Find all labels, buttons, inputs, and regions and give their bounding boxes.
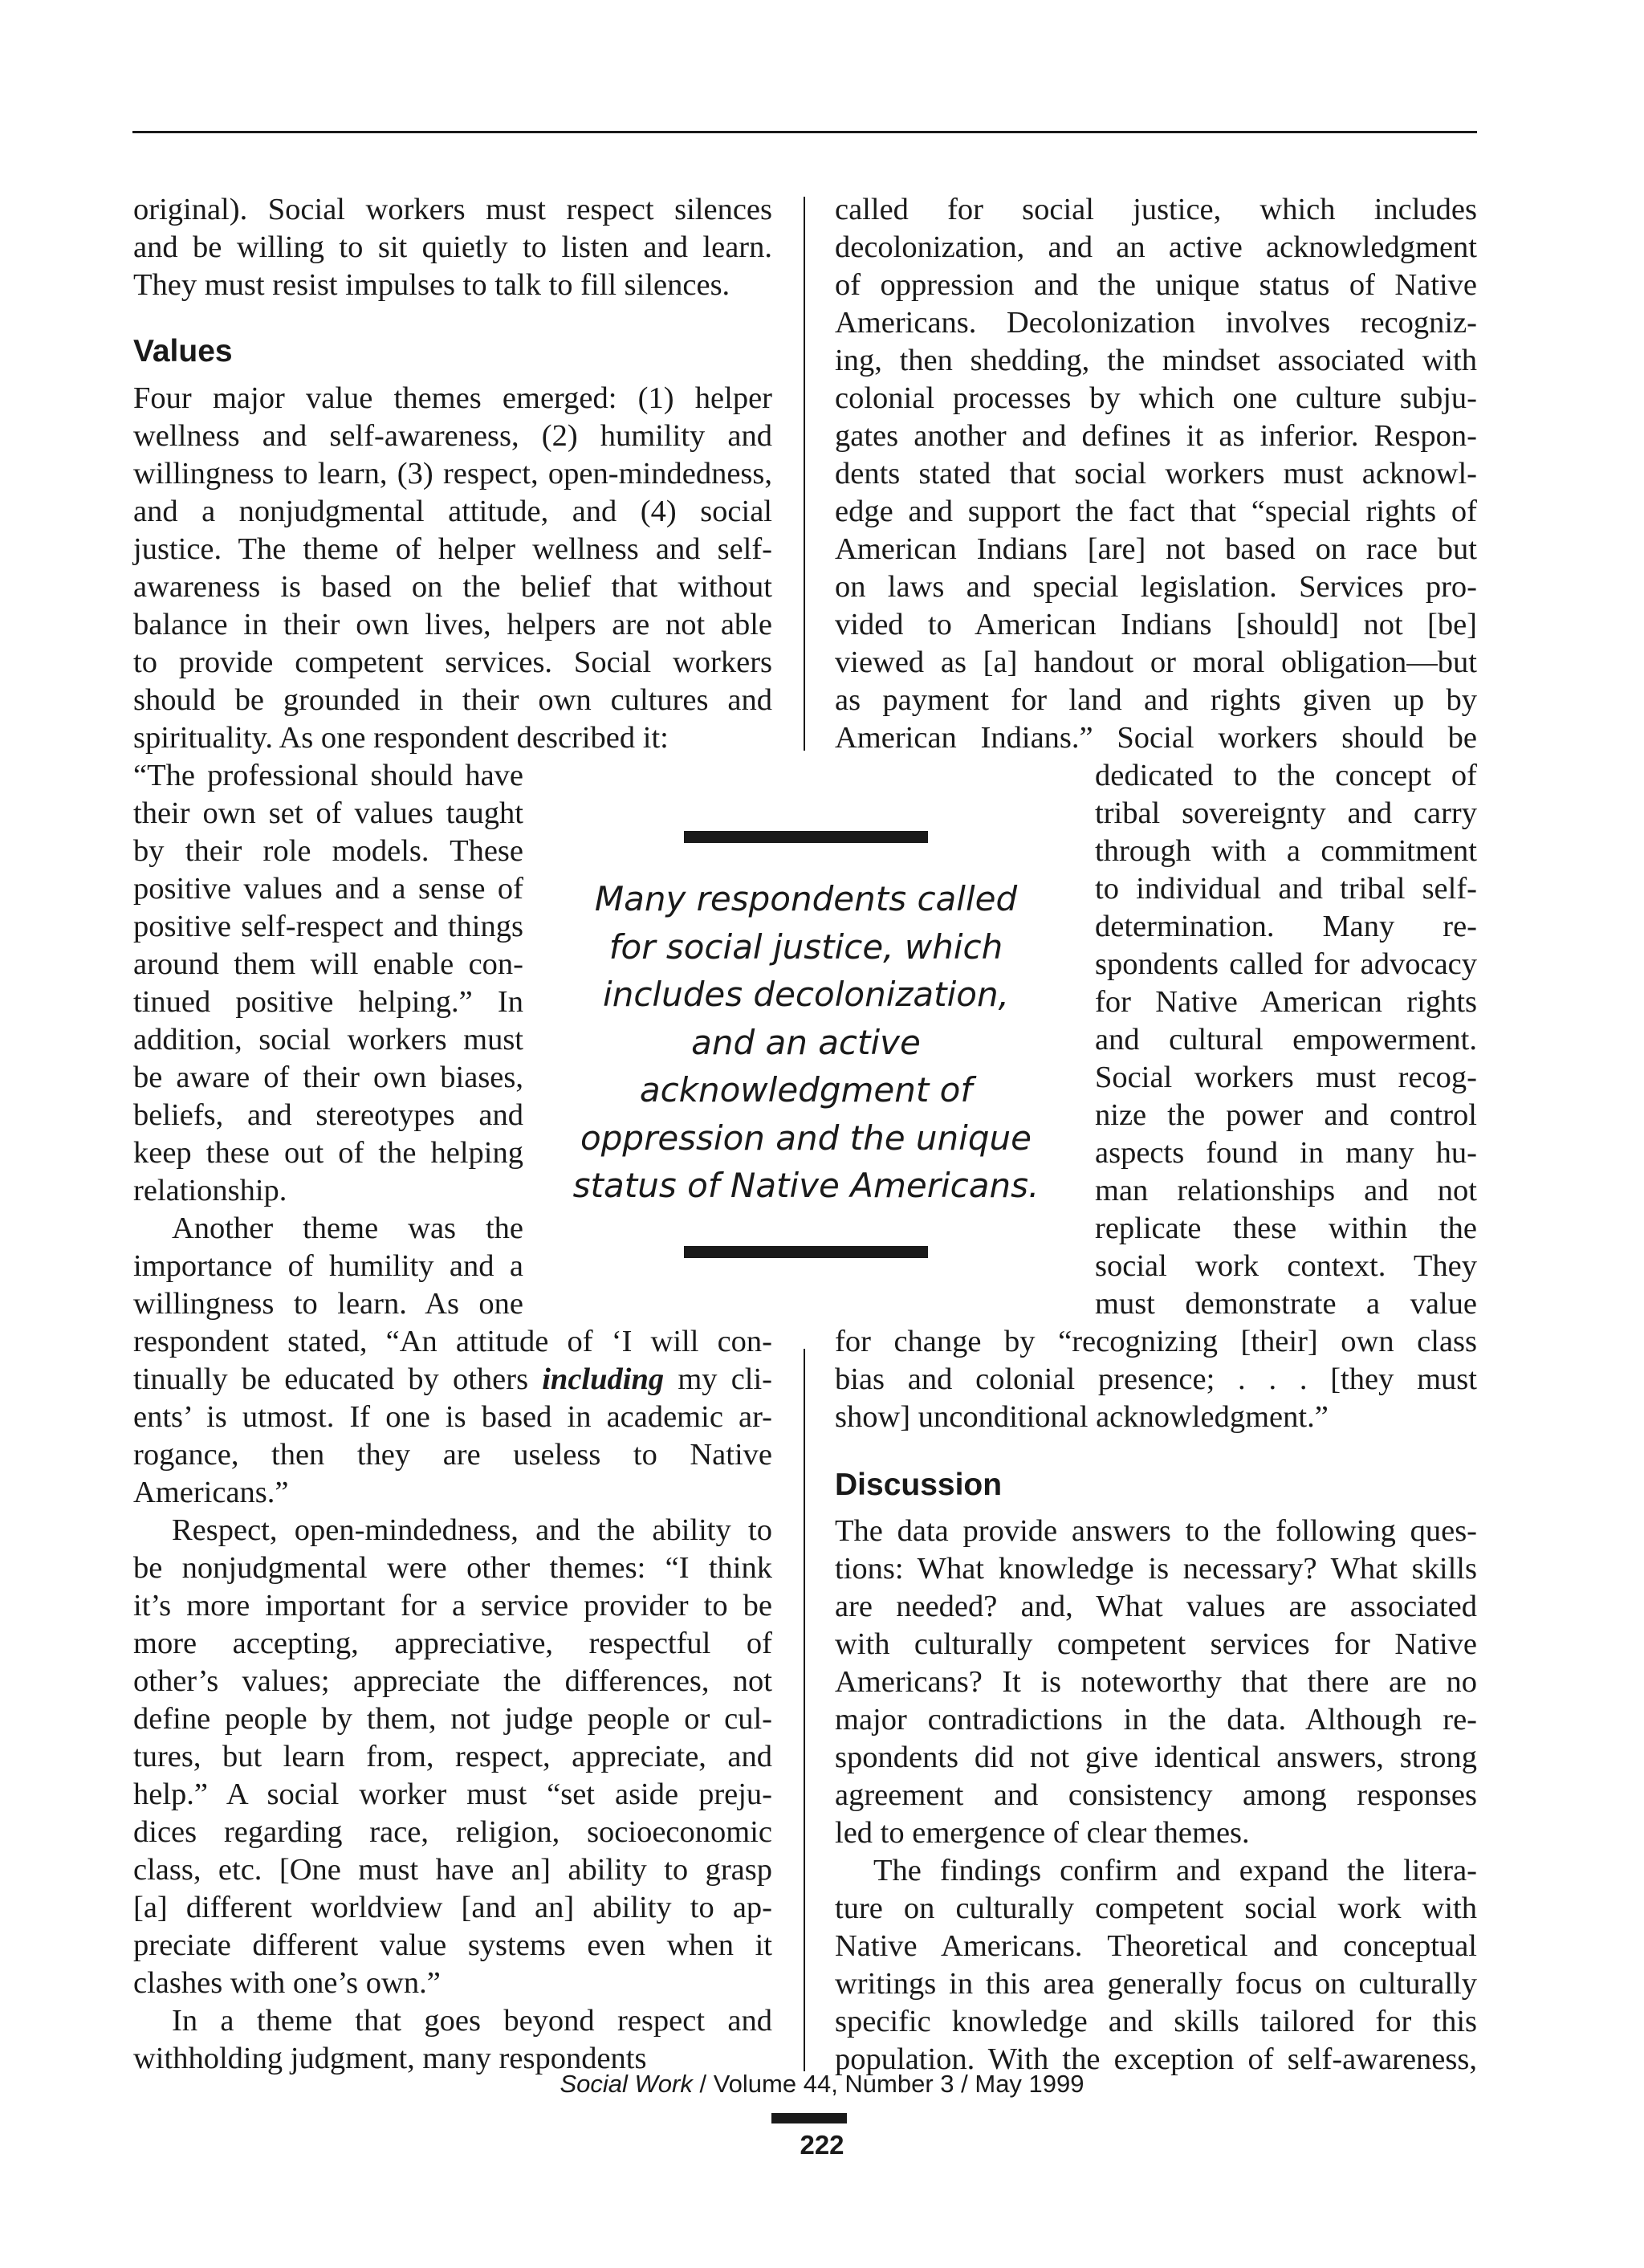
text-line: with culturally competent services for Native [835, 1627, 1477, 1661]
text-line: specific knowledge and skills tailored for this [835, 2005, 1477, 2038]
emphasis-word: including [542, 1362, 665, 1396]
text-line: positive values and a sense of [133, 872, 523, 906]
text-line: justice. The theme of helper wellness and self- [133, 532, 772, 566]
text-line: of oppression and the unique status of Native [835, 268, 1477, 302]
text-line: decolonization, and an active acknowledgment [835, 230, 1477, 264]
text-line: dedicated to the concept of [1095, 759, 1477, 792]
pull-quote-line: oppression and the unique [580, 1118, 1032, 1158]
text-line: withholding judgment, many respondents [133, 2042, 647, 2075]
pull-quote-bottom-bar [684, 1246, 928, 1258]
text-line: led to emergence of clear themes. [835, 1816, 1250, 1850]
text-line: spondents called for advocacy [1095, 947, 1477, 981]
text-line: willingness to learn, (3) respect, open-mindedness, [133, 457, 772, 491]
text-line: class, etc. [One must have an] ability to grasp [133, 1853, 772, 1887]
text-segment: tinually be educated by others [133, 1362, 543, 1396]
text-line: population. With the exception of self-awareness, [835, 2042, 1477, 2076]
text-line: dices regarding race, religion, socioeconomic [133, 1815, 772, 1849]
text-line: more accepting, appreciative, respectful of [133, 1627, 772, 1660]
text-line [133, 1361, 772, 1399]
text-line: by their role models. These [133, 834, 523, 868]
text-line: writings in this area generally focus on culturally [835, 1967, 1477, 2001]
text-line: major contradictions in the data. Although re- [835, 1703, 1477, 1737]
text-line: ents’ is utmost. If one is based in academic ar- [133, 1400, 772, 1434]
text-line: [a] different worldview [and an] ability to ap- [133, 1891, 772, 1924]
right-top-paragraph [835, 191, 1477, 757]
text-line: to individual and tribal self- [1095, 872, 1477, 906]
text-line: vided to American Indians [should] not [be] [835, 608, 1477, 641]
pull-quote-line: includes decolonization, [603, 975, 1009, 1014]
column-divider-upper [804, 197, 805, 751]
text-line: Native Americans. Theoretical and conceptual [835, 1929, 1477, 1963]
text-line: They must resist impulses to talk to fill silences. [133, 268, 730, 302]
text-line: replicate these within the [1095, 1211, 1477, 1245]
text-line: wellness and self-awareness, (2) humility and [133, 419, 772, 453]
text-line: ture on culturally competent social work with [835, 1891, 1477, 1925]
pull-quote-line: for social justice, which [608, 926, 1003, 967]
text-line: rogance, then they are useless to Native [133, 1438, 772, 1472]
text-line: are needed? and, What values are associated [835, 1590, 1477, 1623]
right-after-text [835, 1323, 1477, 1436]
pull-quote-top-bar [684, 831, 928, 843]
left-wide-text [133, 1323, 772, 2078]
left-narrow-text [133, 757, 523, 1323]
text-line: In a theme that goes beyond respect and [172, 2004, 772, 2038]
left-intro-paragraph [133, 191, 772, 304]
text-line: show] unconditional acknowledgment.” [835, 1400, 1329, 1434]
text-line: for Native American rights [1095, 985, 1477, 1019]
text-line: help.” A social worker must “set aside preju- [133, 1777, 772, 1811]
text-line: tribal sovereignty and carry [1095, 796, 1477, 830]
pull-quote [560, 875, 1052, 1210]
text-line: aspects found in many hu- [1095, 1136, 1477, 1170]
text-line: awareness is based on the belief that without [133, 570, 772, 604]
text-line: Americans.” [133, 1476, 289, 1509]
text-line: other’s values; appreciate the differences, not [133, 1664, 772, 1698]
pull-quote-line: acknowledgment of [639, 1070, 973, 1110]
text-line: addition, social workers must [133, 1023, 523, 1057]
text-line: “The professional should have [133, 759, 523, 792]
text-line: ing, then shedding, the mindset associated with [835, 344, 1477, 377]
text-line: importance of humility and a [133, 1249, 523, 1283]
text-line: man relationships and not [1095, 1174, 1477, 1207]
text-line: gates another and defines it as inferior. Respon- [835, 419, 1477, 453]
text-line: nize the power and control [1095, 1098, 1477, 1132]
discussion-paragraph [835, 1513, 1477, 2079]
text-line: be nonjudgmental were other themes: “I think [133, 1551, 772, 1585]
pull-quote-line: status of Native Americans. [572, 1166, 1040, 1205]
text-line: tures, but learn from, respect, appreciate, and [133, 1740, 772, 1773]
top-rule [132, 131, 1477, 133]
text-line: social work context. They [1095, 1249, 1477, 1283]
text-line: American Indians.” Social workers should be [835, 721, 1477, 755]
text-line: spirituality. As one respondent described it: [133, 721, 669, 755]
text-line: The data provide answers to the following ques- [835, 1514, 1477, 1548]
text-line: dents stated that social workers must acknowl- [835, 457, 1477, 491]
text-line: must demonstrate a value [1095, 1287, 1477, 1321]
text-line: edge and support the fact that “special rights of [835, 495, 1477, 528]
text-line: willingness to learn. As one [133, 1287, 523, 1321]
text-line: agreement and consistency among responses [835, 1778, 1477, 1812]
text-line: American Indians [are] not based on race but [835, 532, 1477, 566]
text-line: spondents did not give identical answers, strong [835, 1741, 1477, 1774]
text-line: tinued positive helping.” In [133, 985, 523, 1019]
text-line: Social workers must recog- [1095, 1061, 1477, 1094]
text-segment: my cli- [664, 1362, 773, 1396]
issue-info: / Volume 44, Number 3 / May 1999 [692, 2070, 1084, 2098]
text-line: Another theme was the [172, 1211, 523, 1245]
text-line: Four major value themes emerged: (1) helper [133, 381, 772, 415]
text-line: as payment for land and rights given up by [835, 683, 1477, 717]
text-line: balance in their own lives, helpers are not able [133, 608, 772, 641]
text-line: determination. Many re- [1095, 910, 1477, 943]
pull-quote-line: Many respondents called [594, 879, 1018, 918]
text-line: clashes with one’s own.” [133, 1966, 441, 2000]
text-line: it’s more important for a service provider to be [133, 1589, 772, 1623]
values-paragraph [133, 380, 772, 757]
text-line: around them will enable con- [133, 947, 523, 981]
text-line: tions: What knowledge is necessary? What skills [835, 1552, 1477, 1586]
text-line: Respect, open-mindedness, and the ability to [172, 1513, 772, 1547]
text-line: viewed as [a] handout or moral obligation—but [835, 645, 1477, 679]
text-line: on laws and special legislation. Services pro- [835, 570, 1477, 604]
text-line: respondent stated, “An attitude of ‘I will con- [133, 1325, 772, 1358]
text-line: colonial processes by which one culture subju- [835, 381, 1477, 415]
text-line: positive self-respect and things [133, 910, 523, 943]
text-line: and be willing to sit quietly to listen and learn. [133, 230, 772, 264]
text-line: their own set of values taught [133, 796, 523, 830]
text-line: and cultural empowerment. [1095, 1023, 1477, 1057]
text-line: relationship. [133, 1174, 287, 1207]
values-heading: Values [133, 334, 233, 368]
text-line: and a nonjudgmental attitude, and (4) social [133, 495, 772, 528]
text-line: beliefs, and stereotypes and [133, 1098, 523, 1132]
text-line: keep these out of the helping [133, 1136, 523, 1170]
text-line: to provide competent services. Social workers [133, 645, 772, 679]
text-line: bias and colonial presence; . . . [they must [835, 1362, 1477, 1396]
text-line: be aware of their own biases, [133, 1061, 523, 1094]
right-narrow-text [1095, 757, 1477, 1323]
text-line: Americans. Decolonization involves recogniz- [835, 306, 1477, 340]
text-line: through with a commitment [1095, 834, 1477, 868]
text-line: The findings confirm and expand the litera- [873, 1854, 1477, 1887]
text-line: should be grounded in their own cultures and [133, 683, 772, 717]
pull-quote-line: and an active [691, 1022, 921, 1062]
journal-name: Social Work [560, 2070, 693, 2098]
page-number: 222 [800, 2130, 844, 2160]
footer-citation [0, 2068, 1644, 2100]
text-line: for change by “recognizing [their] own class [835, 1325, 1477, 1358]
text-line: called for social justice, which includes [835, 193, 1477, 226]
discussion-heading: Discussion [835, 1468, 1003, 1502]
column-divider-lower [804, 1349, 805, 2071]
page-number-bar [771, 2113, 847, 2123]
text-line: preciate different value systems even when it [133, 1928, 772, 1962]
text-line: Americans? It is noteworthy that there are no [835, 1665, 1477, 1699]
text-line: define people by them, not judge people or cul- [133, 1702, 772, 1736]
text-line: original). Social workers must respect silences [133, 193, 772, 226]
